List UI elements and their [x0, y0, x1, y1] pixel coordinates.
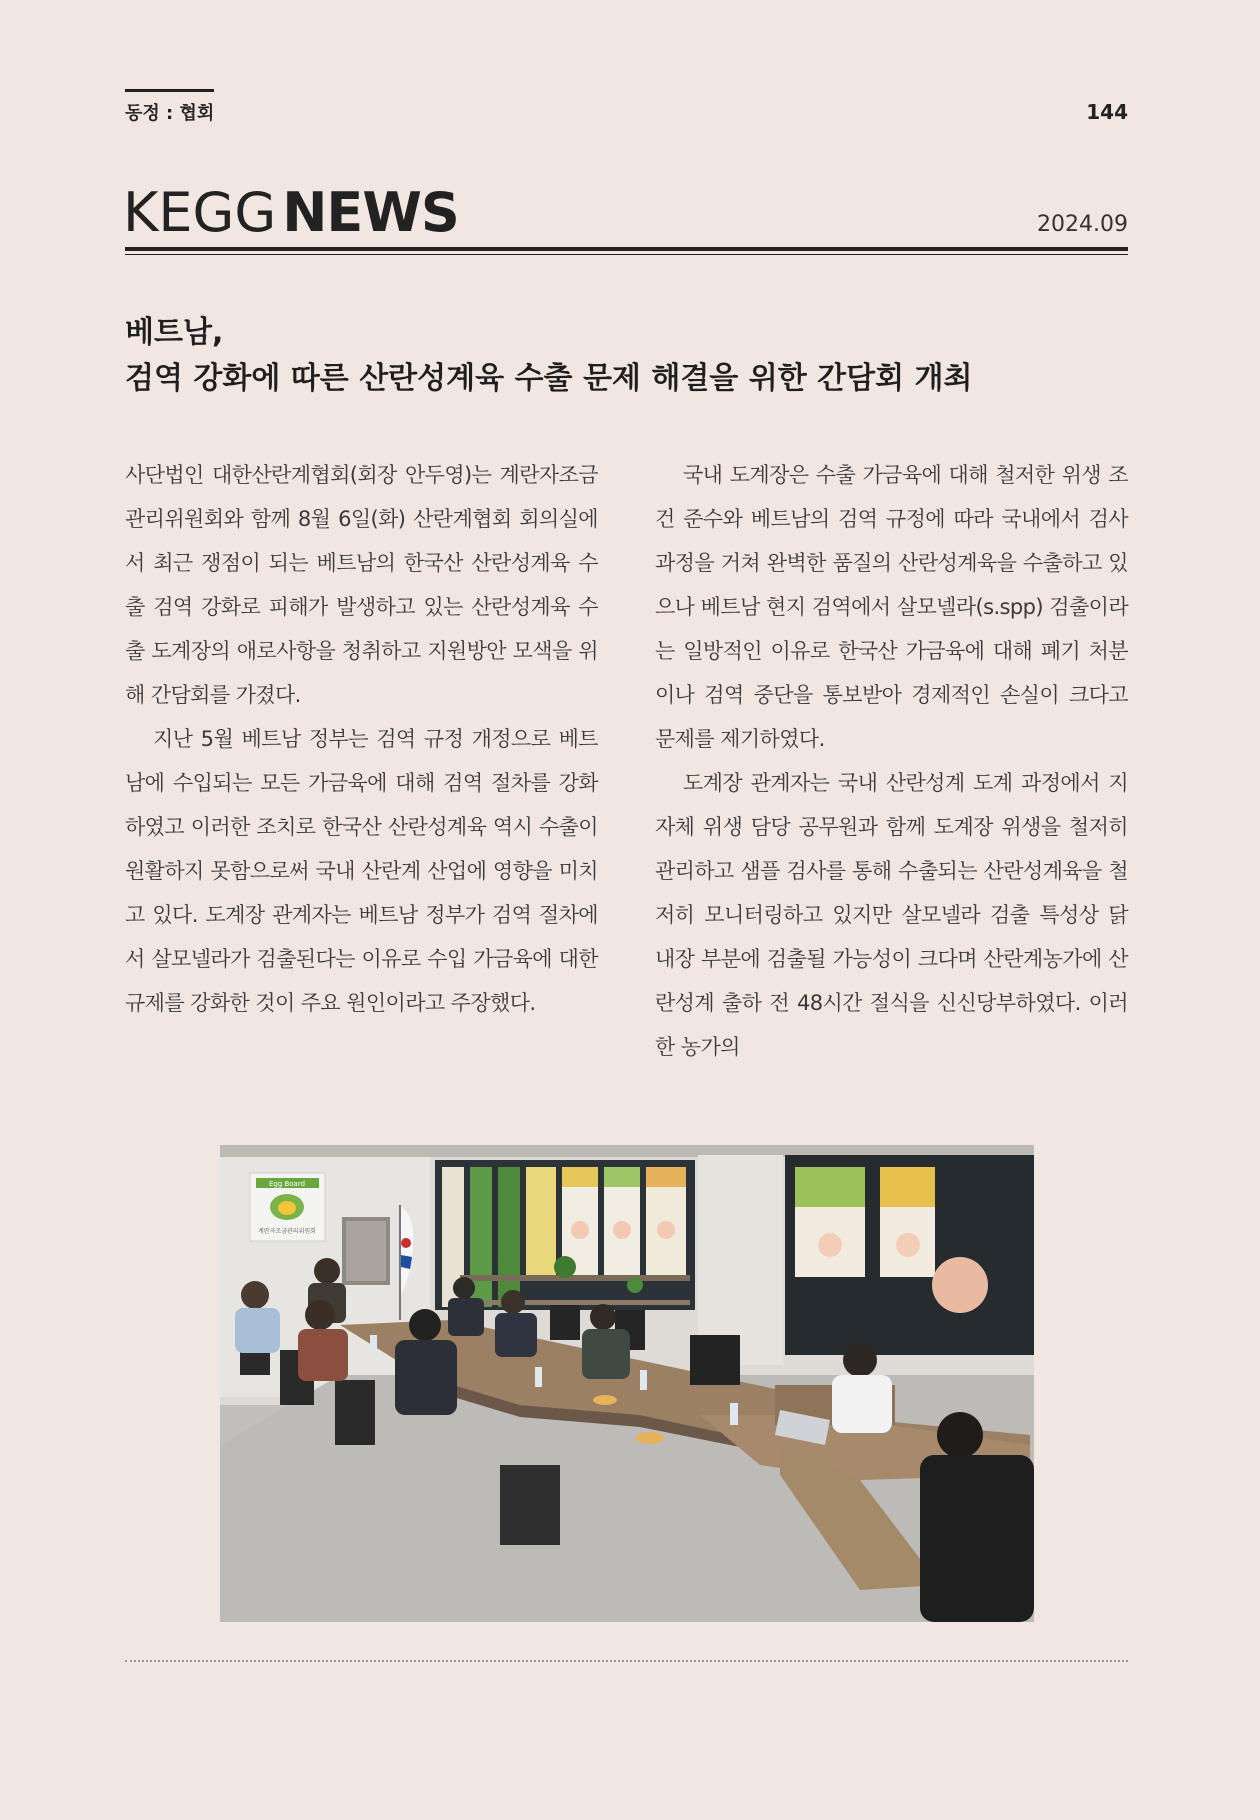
logo-caption: 계란자조금관리위원회: [258, 1228, 316, 1235]
meeting-photo: [220, 1145, 1034, 1622]
headline-line-2: 검역 강화에 따른 산란성계육 수출 문제 해결을 위한 간담회 개최: [125, 361, 973, 396]
paragraph: 국내 도계장은 수출 가금육에 대해 철저한 위생 조건 준수와 베트남의 검역 규정에 따라 국내에서 검사 과정을 거쳐 완벽한 품질의 산란성계육을 수출하고 있으나 베트남 현지 검역에서 살모넬라(s.spp) 검출이라는 일방적인 이유로 한국산 가금육에 대해 폐기 처분이나 검역 중단을 통보받아 경제적인 손실이 크다고 문제를 제기하였다.: [655, 463, 1128, 751]
footer-dotted-rule: [125, 1660, 1128, 1662]
page-number: 144: [1086, 100, 1128, 124]
paragraph: 지난 5월 베트남 정부는 검역 규정 개정으로 베트남에 수입되는 모든 가금육에 대해 검역 절차를 강화하였고 이러한 조치로 한국산 산란성계육 역시 수출이 원활하지 못함으로써 국내 산란계 산업에 영향을 미치고 있다. 도계장 관계자는 베트남 정부가 검역 절차에서 살모넬라가 검출된다는 이유로 수입 가금육에 대한 규제를 강화한 것이 주요 원인이라고 주장했다.: [125, 727, 598, 1015]
issue-date: 2024.09: [1037, 212, 1128, 237]
article-column-left: [125, 453, 598, 1025]
newsletter-brand: [123, 183, 459, 243]
section-label: 동정 : 협회: [125, 89, 214, 125]
article-headline: [125, 310, 1128, 402]
brand-bold-text: NEWS: [282, 181, 459, 244]
paragraph: 도계장 관계자는 국내 산란성계 도계 과정에서 지자체 위생 담당 공무원과 함께 도계장 위생을 철저히 관리하고 샘플 검사를 통해 수출되는 산란성계육을 철저히 모니터링하고 있지만 살모넬라 검출 특성상 닭 내장 부분에 검출될 가능성이 크다며 산란계농가에 산란성계 출하 전 48시간 절식을 신신당부하였다. 이러한 농가의: [655, 771, 1128, 1059]
paragraph: 사단법인 대한산란계협회(회장 안두영)는 계란자조금관리위원회와 함께 8월 6일(화) 산란계협회 회의실에서 최근 쟁점이 되는 베트남의 한국산 산란성계육 수출 검역 강화로 피해가 발생하고 있는 산란성계육 수출 도계장의 애로사항을 청취하고 지원방안 모색을 위해 간담회를 가졌다.: [125, 463, 598, 707]
logo-text: Egg Board: [268, 1180, 306, 1188]
brand-light-text: KEGG: [123, 181, 277, 244]
article-column-right: [655, 453, 1128, 1069]
header-rule-thin: [125, 254, 1128, 255]
headline-line-1: 베트남,: [125, 315, 224, 350]
header-rule-thick: [125, 247, 1128, 251]
meeting-photo-illustration: [220, 1145, 1034, 1622]
